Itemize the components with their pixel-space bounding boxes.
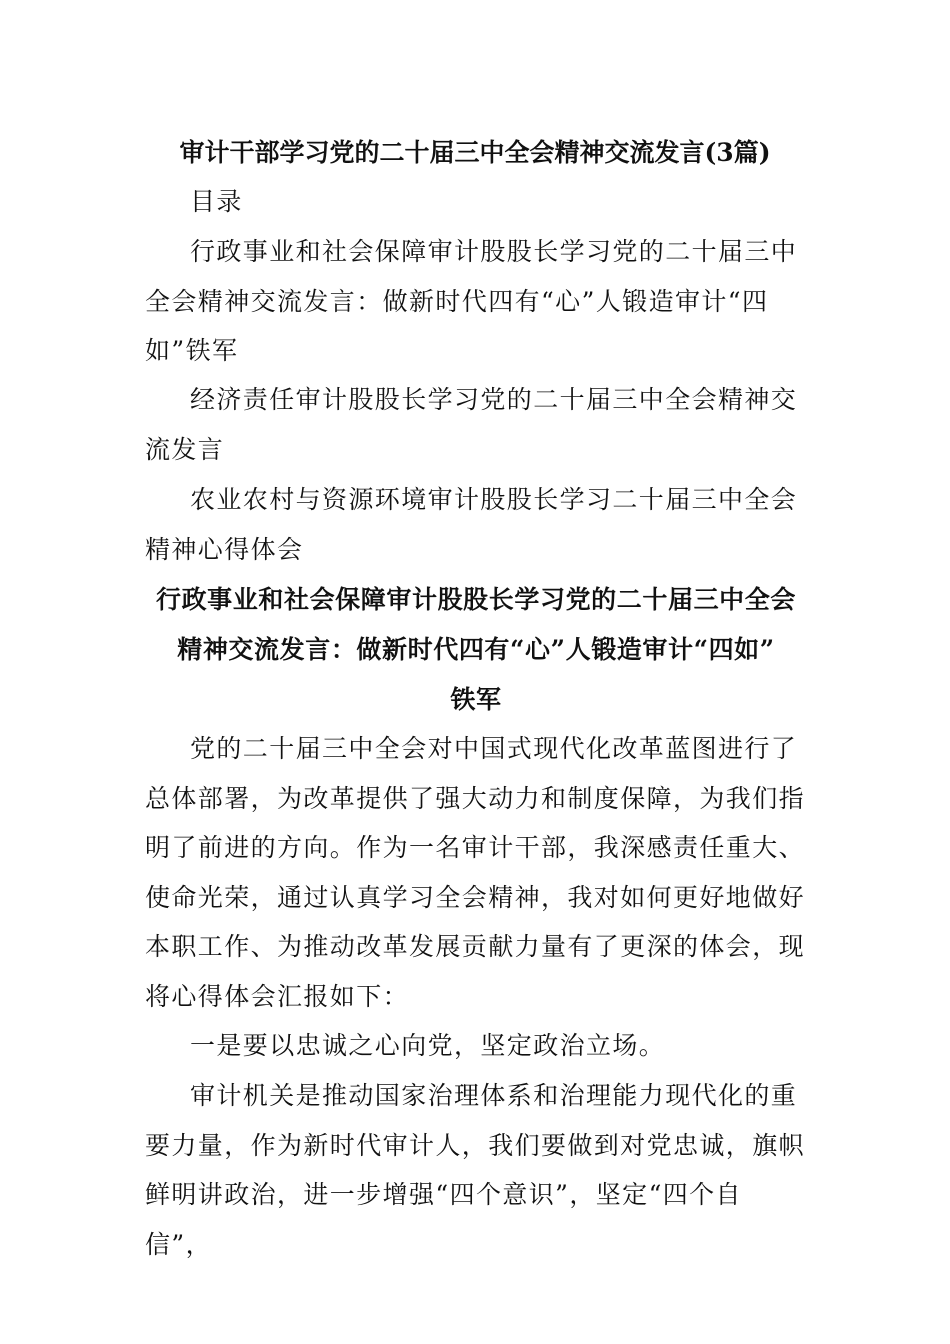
section-title-line: 铁军 <box>450 685 502 714</box>
document-title: 审计干部学习党的二十届三中全会精神交流发言(3篇) <box>179 138 771 167</box>
toc-item[interactable]: 农业农村与资源环境审计股股长学习二十届三中全会精神心得体会 <box>145 485 798 564</box>
section-title-line: 行政事业和社会保障审计股股长学习党的二十届三中全会 <box>155 585 796 614</box>
section-title-line: 精神交流发言：做新时代四有“心”人锻造审计“四如” <box>177 635 775 664</box>
toc-item[interactable]: 行政事业和社会保障审计股股长学习党的二十届三中全会精神交流发言：做新时代四有“心”人锻造审计“四如”铁军 <box>145 237 798 365</box>
toc-item[interactable]: 经济责任审计股股长学习党的二十届三中全会精神交流发言 <box>145 385 798 464</box>
body-paragraph: 审计机关是推动国家治理体系和治理能力现代化的重要力量，作为新时代审计人，我们要做到对党忠诚，旗帜鲜明讲政治，进一步增强“四个意识”，坚定“四个自信”， <box>145 1081 806 1259</box>
body-paragraph: 一是要以忠诚之心向党，坚定政治立场。 <box>190 1031 666 1060</box>
toc-heading: 目录 <box>190 187 243 216</box>
body-paragraph: 党的二十届三中全会对中国式现代化改革蓝图进行了总体部署，为改革提供了强大动力和制度保障，为我们指明了前进的方向。作为一名审计干部，我深感责任重大、使命光荣，通过认真学习全会精神，我对如何更好地做好本职工作、为推动改革发展贡献力量有了更深的体会，现将心得体会汇报如下： <box>145 734 806 1011</box>
